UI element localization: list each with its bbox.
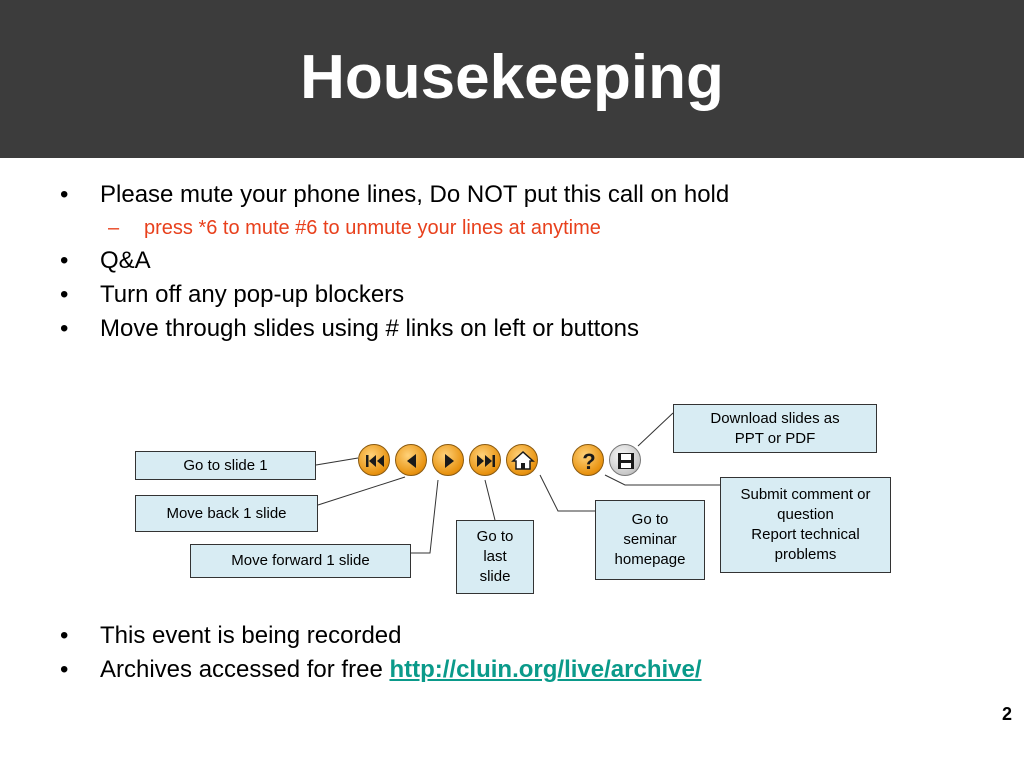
callout-forward — [190, 544, 411, 578]
callout-submit — [720, 477, 891, 573]
callout-text: Go to — [476, 528, 514, 545]
sub-bullet-text: press *6 to mute #6 to unmute your lines at anytime — [144, 217, 601, 239]
slide-title: Housekeeping — [300, 43, 724, 112]
page-number: 2 — [1001, 704, 1012, 724]
callout-text: question — [777, 506, 834, 523]
callout-text: seminar — [623, 531, 677, 548]
callout-text: homepage — [614, 551, 686, 568]
bullet-text: Move through slides using # links on left or buttons — [100, 315, 639, 342]
callout-text: Go to slide 1 — [183, 456, 268, 474]
next-slide-icon[interactable] — [432, 444, 464, 476]
callout-text: last — [483, 548, 507, 565]
bullet-text: Turn off any pop-up blockers — [100, 281, 405, 308]
bullet-text: Q&A — [100, 247, 151, 274]
archive-link[interactable]: http://cluin.org/live/archive/ — [389, 656, 702, 683]
bullet-text: Please mute your phone lines, Do NOT put this call on hold — [100, 181, 730, 208]
bullet-marker: • — [60, 181, 69, 208]
callout-text: Download slides as — [710, 409, 840, 427]
bullet-marker: • — [60, 622, 69, 649]
previous-slide-icon[interactable] — [395, 444, 427, 476]
help-icon[interactable] — [572, 444, 604, 476]
bullet-text: This event is being recorded — [100, 622, 402, 649]
callout-text: PPT or PDF — [734, 429, 816, 447]
first-slide-icon[interactable] — [358, 444, 390, 476]
home-icon[interactable] — [506, 444, 538, 476]
callout-text: Move forward 1 slide — [231, 552, 370, 569]
callout-first-slide — [135, 451, 316, 480]
save-icon[interactable] — [609, 444, 641, 476]
bullet-marker: • — [60, 315, 69, 342]
callout-text: Submit comment or — [740, 486, 871, 503]
callout-back — [135, 495, 318, 532]
callout-text: Report technical — [751, 526, 860, 543]
bullet-marker: • — [60, 281, 69, 308]
callout-text: Move back 1 slide — [166, 504, 287, 522]
callout-text: Go to — [631, 511, 669, 528]
sub-bullet-marker: – — [108, 217, 120, 239]
callout-text: slide — [479, 568, 511, 585]
bullet-marker: • — [60, 656, 69, 683]
callout-home — [595, 500, 705, 580]
svg-text:?: ? — [582, 449, 596, 474]
archives-text: Archives accessed for free — [100, 656, 390, 683]
callout-text: problems — [774, 546, 837, 563]
last-slide-icon[interactable] — [469, 444, 501, 476]
callout-download — [673, 404, 877, 453]
bullet-text — [100, 653, 702, 687]
callout-last-slide — [456, 520, 534, 594]
bullet-marker: • — [60, 247, 69, 274]
